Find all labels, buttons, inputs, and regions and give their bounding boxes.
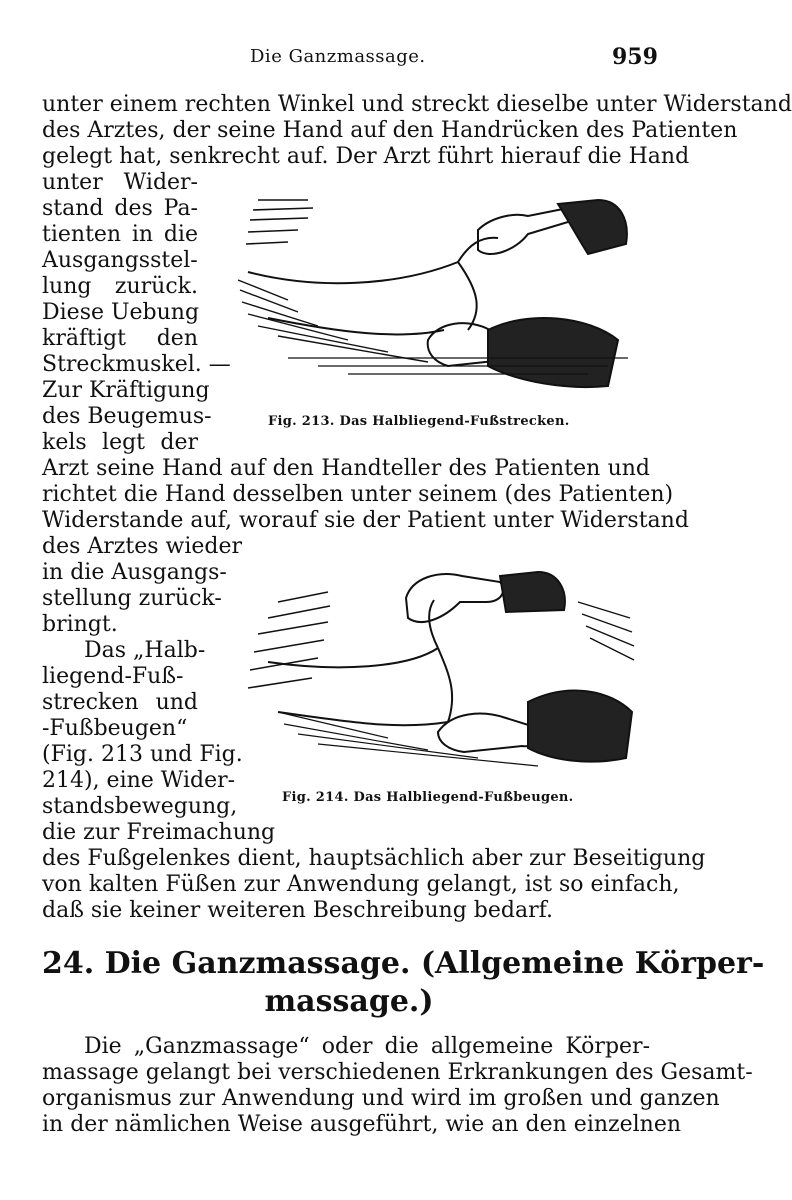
text-line: die zur Freimachung [42,820,276,845]
text-line: Streckmuskel. — [42,352,231,377]
text-line: richtet die Hand desselben unter seinem (des Patienten) [42,482,674,507]
text-line: stellung zurück- [42,586,222,611]
text-line: bringt. [42,612,118,637]
text-line: Das „Halb- [84,638,206,663]
figure-214-illustration [238,562,638,782]
text-line: des Fußgelenkes dient, hauptsächlich aber zur Beseitigung [42,846,706,871]
text-line: Widerstande auf, worauf sie der Patient unter Widerstand [42,508,689,533]
text-line: unter einem rechten Winkel und streckt dieselbe unter Widerstand [42,92,792,117]
figure-213-caption: Fig. 213. Das Halbliegend-Fußstrecken. [268,414,570,429]
page-number: 959 [612,44,658,70]
text-line: in der nämlichen Weise ausgeführt, wie an den einzelnen [42,1112,682,1137]
text-line: unter Wider- [42,170,198,195]
text-line: des Arztes, der seine Hand auf den Handrücken des Patienten [42,118,738,143]
text-line: massage gelangt bei verschiedenen Erkrankungen des Gesamt- [42,1060,753,1085]
section-heading: 24. Die Ganzmassage. (Allgemeine Körper- [42,946,765,981]
text-line: Ausgangsstel- [42,248,198,273]
page-header [0,46,698,76]
text-line: gelegt hat, senkrecht auf. Der Arzt führt hierauf die Hand [42,144,690,169]
text-line: strecken und [42,690,198,715]
text-line: tienten in die [42,222,198,247]
figure-214-caption: Fig. 214. Das Halbliegend-Fußbeugen. [282,790,574,805]
running-title: Die Ganzmassage. [250,46,426,67]
text-line: standsbewegung, [42,794,238,819]
text-line: von kalten Füßen zur Anwendung gelangt, ist so einfach, [42,872,680,897]
text-line: kräftigt den [42,326,198,351]
text-line: 214), eine Wider- [42,768,236,793]
text-line: liegend-Fuß- [42,664,184,689]
text-line: in die Ausgangs- [42,560,227,585]
text-line: lung zurück. [42,274,198,299]
text-line: Die „Ganzmassage“ oder die allgemeine Körper- [84,1034,650,1059]
text-line: des Beugemus- [42,404,212,429]
text-line: daß sie keiner weiteren Beschreibung bedarf. [42,898,553,923]
figure-213-illustration [228,190,638,402]
text-line: Arzt seine Hand auf den Handteller des Patienten und [42,456,650,481]
text-line: stand des Pa- [42,196,198,221]
section-heading-continued: massage.) [264,984,434,1019]
text-line: des Arztes wieder [42,534,243,559]
text-line: Diese Uebung [42,300,200,325]
text-line: kels legt der [42,430,198,455]
text-line: Zur Kräftigung [42,378,210,403]
text-line: -Fußbeugen“ [42,716,188,741]
text-line: (Fig. 213 und Fig. [42,742,243,767]
text-line: organismus zur Anwendung und wird im großen und ganzen [42,1086,720,1111]
